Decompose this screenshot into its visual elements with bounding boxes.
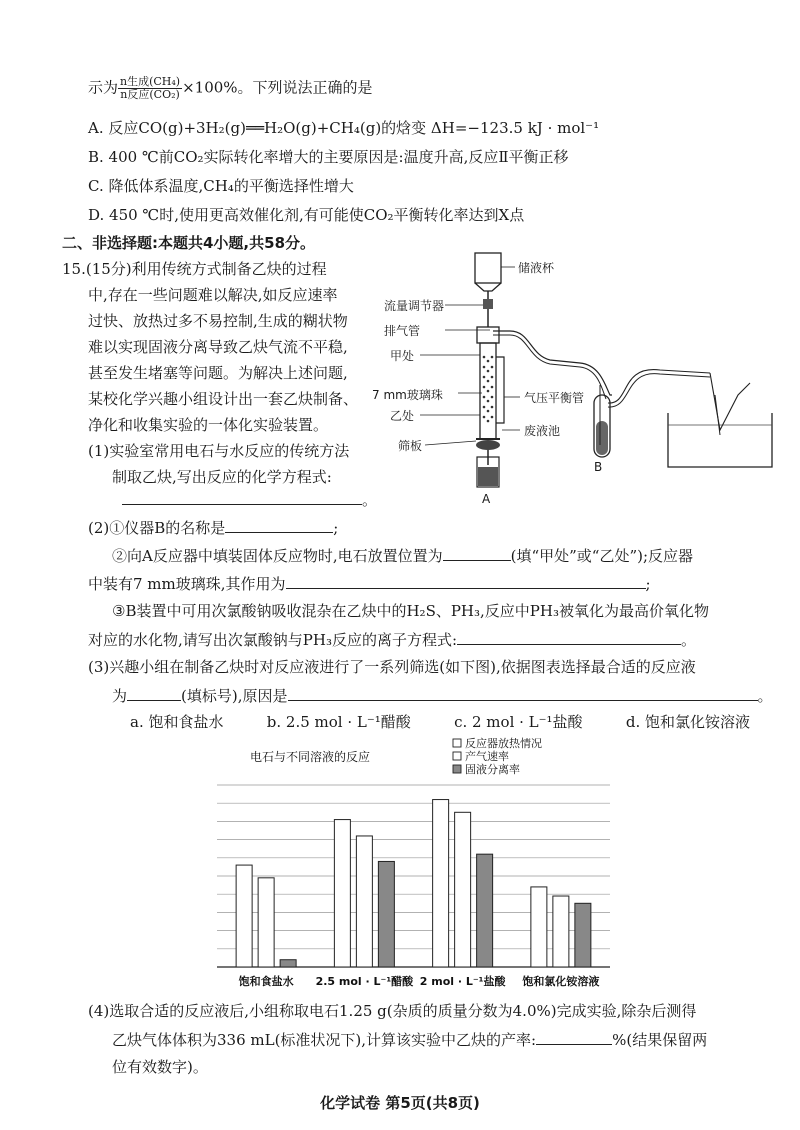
bar <box>334 820 350 967</box>
q15-part4c: 位有效数字)。 <box>112 1058 208 1076</box>
bar <box>455 812 471 967</box>
legend-label: 产气速率 <box>465 750 509 763</box>
part2-1-end: ; <box>333 519 339 537</box>
bar <box>236 865 252 967</box>
q15-line-2: 中,存在一些问题难以解决,如反应速率 <box>88 286 338 304</box>
end-mark: 。 <box>362 491 378 509</box>
q15-part2-1 <box>88 516 338 539</box>
bar <box>433 800 449 967</box>
bar <box>575 903 591 967</box>
choice-a: a. 饱和食盐水 <box>130 713 224 731</box>
fraction-denominator: n反应(CO₂) <box>120 88 180 101</box>
bar <box>531 887 547 967</box>
option-a: A. 反应CO(g)+3H₂(g)══H₂O(g)+CH₄(g)的焓变 ΔH=−123.5 kJ · mol⁻¹ <box>88 119 600 137</box>
bar <box>258 878 274 967</box>
part2-2b-text: (填“甲处”或“乙处”);反应器 <box>510 547 694 565</box>
legend-label: 反应器放热情况 <box>465 737 542 750</box>
label-reactor-a: A <box>482 492 491 506</box>
q15-line-3: 过快、放热过多不易控制,生成的糊状物 <box>88 312 348 330</box>
selectivity-fraction <box>118 76 182 101</box>
label-glass-beads: 7 mm玻璃珠 <box>372 388 443 402</box>
part3b-text-2: (填标号),原因是 <box>181 687 288 705</box>
formula-line <box>88 76 373 101</box>
end-mark: 。 <box>757 687 773 705</box>
part2-2c-text: 中装有7 mm玻璃珠,其作用为 <box>88 575 286 593</box>
instrument-b-name-blank[interactable] <box>225 516 333 533</box>
label-sieve-plate: 筛板 <box>398 439 423 453</box>
bar <box>553 896 569 967</box>
part4b-text-2: %(结果保留两 <box>612 1031 708 1049</box>
part2-2c-end: ; <box>645 575 651 593</box>
q15-part4a: (4)选取合适的反应液后,小组称取电石1.25 g(杂质的质量分数为4.0%)完成实验,除杂后测得 <box>88 1002 697 1020</box>
option-c: C. 降低体系温度,CH₄的平衡选择性增大 <box>88 177 354 195</box>
q15-part2-3b <box>88 628 696 651</box>
q15-line-6: 某校化学兴趣小组设计出一套乙炔制备、 <box>88 390 359 408</box>
choice-b: b. 2.5 mol · L⁻¹醋酸 <box>266 713 411 731</box>
q15-part3a: (3)兴趣小组在制备乙炔时对反应液进行了一系列筛选(如下图),依据图表选择最合适的反应液 <box>88 658 696 676</box>
q15-line-5: 甚至发生堵塞等问题。为解决上述问题, <box>88 364 348 382</box>
part4b-text-1: 乙炔气体体积为336 mL(标准状况下),计算该实验中乙炔的产率: <box>112 1031 537 1049</box>
formula-suffix: ×100%。下列说法正确的是 <box>182 78 373 97</box>
end-mark: 。 <box>681 631 697 649</box>
option-b: B. 400 ℃前CO₂实际转化率增大的主要原因是:温度升高,反应Ⅱ平衡正移 <box>88 148 569 166</box>
label-flow-regulator: 流量调节器 <box>384 299 445 313</box>
label-exhaust-tube: 排气管 <box>384 324 421 338</box>
q15-part1-line-b: 制取乙炔,写出反应的化学方程式: <box>112 468 332 486</box>
glass-bead-function-blank[interactable] <box>286 572 646 589</box>
category-label: 饱和食盐水 <box>238 975 294 988</box>
part2-2a-text: ②向A反应器中填装固体反应物时,电石放置位置为 <box>112 547 443 565</box>
q15-part4b <box>112 1028 707 1051</box>
part2-1-text: (2)①仪器B的名称是 <box>88 519 226 537</box>
section-title: 二、非选择题:本题共4小题,共58分。 <box>62 234 316 252</box>
q15-part2-3a: ③B装置中可用次氯酸钠吸收混杂在乙炔中的H₂S、PH₃,反应中PH₃被氧化为最高价氧化物 <box>112 602 709 620</box>
part2-3b-text: 对应的水化物,请写出次氯酸钠与PH₃反应的离子方程式: <box>88 631 458 649</box>
q15-part3b <box>112 684 773 707</box>
reason-blank[interactable] <box>288 684 758 701</box>
ionic-equation-blank[interactable] <box>457 628 681 645</box>
option-d: D. 450 ℃时,使用更高效催化剂,有可能使CO₂平衡转化率达到X点 <box>88 206 525 224</box>
bar <box>378 861 394 967</box>
label-reservoir: 储液杯 <box>518 261 555 275</box>
bar <box>280 960 296 967</box>
carbide-position-blank[interactable] <box>443 544 511 561</box>
chart-title: 电石与不同溶液的反应 <box>250 750 371 764</box>
label-pressure-tube: 气压平衡管 <box>524 391 585 405</box>
bar <box>356 836 372 967</box>
q15-part2-2a <box>112 544 693 567</box>
legend-swatch <box>453 752 461 760</box>
label-position-jia: 甲处 <box>390 349 415 363</box>
category-label: 2.5 mol · L⁻¹醋酸 <box>315 975 414 988</box>
page-footer: 化学试卷 第5页(共8页) <box>320 1094 480 1112</box>
category-label: 2 mol · L⁻¹盐酸 <box>419 975 506 988</box>
part3b-text-1: 为 <box>112 687 128 705</box>
yield-blank[interactable] <box>536 1028 612 1045</box>
reaction-chart <box>205 735 625 995</box>
apparatus-diagram <box>380 245 775 525</box>
choice-d: d. 饱和氯化铵溶液 <box>625 713 750 731</box>
reagent-choice-blank[interactable] <box>127 684 181 701</box>
fraction-numerator: n生成(CH₄) <box>120 75 181 88</box>
legend-swatch <box>453 765 461 773</box>
q15-line-1: 15.(15分)利用传统方式制备乙炔的过程 <box>62 260 327 278</box>
label-position-yi: 乙处 <box>390 409 415 423</box>
q15-part1-line-a: (1)实验室常用电石与水反应的传统方法 <box>88 442 350 460</box>
choice-c: c. 2 mol · L⁻¹盐酸 <box>454 713 583 731</box>
legend-label: 固液分离率 <box>465 763 520 776</box>
legend-swatch <box>453 739 461 747</box>
label-bottle-b: B <box>594 460 603 474</box>
q15-line-7: 净化和收集实验的一体化实验装置。 <box>88 416 329 434</box>
q15-part1-answer-line <box>122 488 377 511</box>
formula-prefix: 示为 <box>88 78 119 97</box>
q15-line-4: 难以实现固液分离导致乙炔气流不平稳, <box>88 338 348 356</box>
answer-blank[interactable] <box>122 488 362 505</box>
q15-part2-2c <box>88 572 651 595</box>
reagent-choices <box>130 711 750 733</box>
label-waste-pool: 废液池 <box>524 424 561 438</box>
category-label: 饱和氯化铵溶液 <box>522 975 600 988</box>
bar <box>477 854 493 967</box>
